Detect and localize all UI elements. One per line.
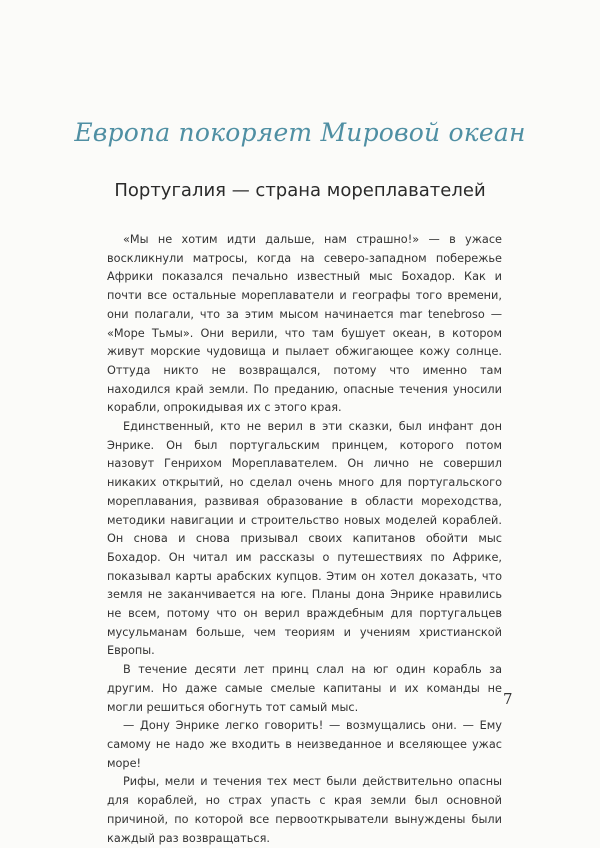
paragraph: В течение десяти лет принц слал на юг один корабль за другим. Но даже самые смелые капитаны и их команды не могли решиться обогнуть тот самый мыс. (107, 663, 502, 714)
body-text (107, 231, 502, 848)
page-number: 7 (503, 690, 513, 708)
paragraph: Рифы, мели и течения тех мест были действительно опасны для кораблей, но страх упасть с края земли был основной причиной, по которой все первооткрыватели вынуждены были каждый раз возвращаться. (107, 775, 502, 845)
paragraph: «Мы не хотим идти дальше, нам страшно!» — в ужасе воскликнули матросы, когда на северо-западном побережье Африки показался печально известный мыс Бохадор. Как и почти все остальные мореплаватели и географы того времени, они полагали, что за этим мысом начинается mar tenebroso — «Море Тьмы». Они верили, что там бушует океан, в котором живут морские чудовища и пылает обжигающее кожу солнце. Оттуда никто не возвращался, потому что именно там находился край земли. По преданию, опасные течения уносили корабли, опрокидывая их с этого края. (107, 233, 502, 415)
chapter-title: Европа покоряет Мировой океан (74, 118, 526, 147)
section-title: Португалия — страна мореплавателей (114, 180, 486, 201)
paragraph: — Дону Энрике легко говорить! — возмущались они. — Ему самому не надо же входить в неизведанное и вселяющее ужас море! (107, 719, 502, 770)
paragraph: Единственный, кто не верил в эти сказки, был инфант дон Энрике. Он был португальским принцем, которого потом назовут Генрихом Мореплавателем. Он лично не совершил никаких открытий, но сделал очень много для португальского мореплавания, развивая образование в области мореходства, методики навигации и строительство новых моделей кораблей. Он снова и снова призывал своих капитанов обойти мыс Бохадор. Он читал им рассказы о путешествиях по Африке, показывал карты арабских купцов. Этим он хотел доказать, что земля не заканчивается на юге. Планы дона Энрике нравились не всем, потому что он верил враждебным для португальцев мусульманам больше, чем теориям и учениям христианской Европы. (107, 420, 502, 658)
